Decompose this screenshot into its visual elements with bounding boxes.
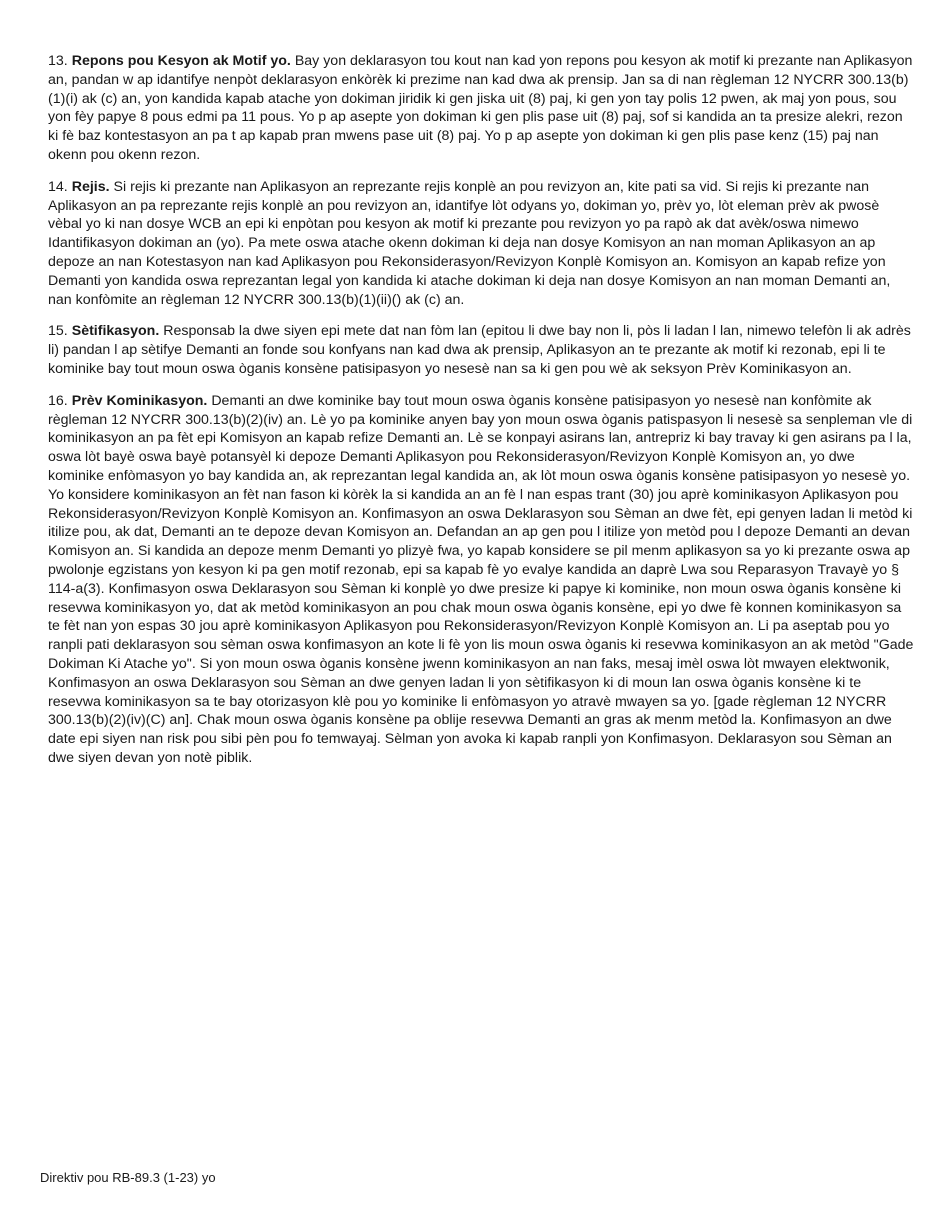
section-16-proof-of-service bbox=[48, 392, 914, 768]
section-14-record bbox=[48, 178, 914, 310]
section-number: 15. bbox=[48, 323, 68, 340]
section-body: Responsab la dwe siyen epi mete dat nan fòm lan (epitou li dwe bay non li, pòs li ladan l lan, nimewo telefòn li ak adrès li) pandan l ap sètifye Demanti an fonde sou konfyans nan kad dwa ak prensip, Aplikasyon an te prezante ak motif ki rezonab, epi li te kominike bay tout moun oswa òganis konsène patisipasyon yo nesesè nan sa ki gen pou wè ak seksyon Prèv Kominikasyon an. bbox=[48, 323, 911, 377]
section-15-certification bbox=[48, 322, 914, 378]
section-title: Repons pou Kesyon ak Motif yo. bbox=[71, 53, 291, 69]
document-body bbox=[48, 52, 914, 781]
section-body: Bay yon deklarasyon tou kout nan kad yon repons pou kesyon ak motif ki prezante nan Aplikasyon an, pandan w ap idantifye nenpòt deklarasyon enkòrèk ki prezime nan kad dwa ak prensip. Jan sa di nan règleman 12 NYCRR 300.13(b)(1)(i) ak (c) an, yon kandida kapab atache yon dokiman jiridik ki gen jiska uit (8) paj, ki gen yon tay polis 12 pwen, ak maj yon pous, sou yon fèy papye 8 pous edmi pa 11 pous. Yo p ap asepte yon dokiman ki gen plis pase uit (8) paj, sof si kandida an ta presize alekri, rezon ki fè baz kontestasyon an pa t ap kapab pran mwens pase uit (8) paj. Yo p ap asepte yon dokiman ki gen plis pase kenz (15) paj nan okenn pou okenn rezon. bbox=[48, 53, 913, 163]
section-number: 16. bbox=[48, 392, 68, 409]
form-footer-id: Direktiv pou RB-89.3 (1-23) yo bbox=[40, 1170, 216, 1185]
section-number: 13. bbox=[48, 53, 68, 69]
section-title: Sètifikasyon. bbox=[71, 323, 160, 340]
section-body: Si rejis ki prezante nan Aplikasyon an reprezante rejis konplè an pou revizyon an, kite pati sa vid. Si rejis ki prezante nan Aplikasyon an pa reprezante rejis konplè an pou revizyon an, idantifye lòt odyans yo, dokiman yo, prèv yo, lòt eleman prèv ak pwosè vèbal yo ki nan dosye WCB an epi ki enpòtan pou kesyon ak motif ki prezante pou revizyon yo pa rapò ak dat avèk/oswa nimewo Idantifikasyon dokiman an (yo). Pa mete oswa atache okenn dokiman ki deja nan dosye Komisyon an nan moman Aplikasyon an ap depoze an nan Kotestasyon nan kad Aplikasyon pou Rekonsiderasyon/Revizyon Konplè Komisyon an. Komisyon an kapab refize yon Demanti yon kandida oswa reprezantan legal yon kandida ki atache dokiman ki deja nan dosye Komisyon an nan moman Demanti an, nan konfòmite an règleman 12 NYCRR 300.13(b)(1)(ii)() ak (c) an. bbox=[48, 178, 891, 308]
section-title: Prèv Kominikasyon. bbox=[71, 392, 208, 409]
section-number: 14. bbox=[48, 178, 68, 195]
section-13-response-to-questions bbox=[48, 52, 914, 165]
section-body: Demanti an dwe kominike bay tout moun oswa òganis konsène patisipasyon yo nesesè nan konfòmite ak règleman 12 NYCRR 300.13(b)(2)(iv) an. Lè yo pa kominike anyen bay yon moun oswa òganis patispasyon li nesesè sa senpleman vle di kominikasyon an pa fèt epi Komisyon an kapab refize Demanti an. Lè se konpayi asirans lan, antrepriz ki bay travay ki gen asirans pa l la, oswa lòt bayè oswa bayè potansyèl ki depoze Demanti Aplikasyon pou Rekonsiderasyon/Revizyon Konplè Komisyon an, yo dwe kominike enfòmasyon yo bay kandida an, ak reprezantan legal kandida an, ak lòt moun oswa òganis konsène patisipasyon yo nesesè yo. Yo konsidere kominikasyon an fèt nan fason ki kòrèk la si kandida an an fè l nan espas trant (30) jou aprè kominikasyon Aplikasyon pou Rekonsiderasyon/Revizyon Konplè Komisyon an. Konfimasyon an oswa Deklarasyon sou Sèman an dwe fèt, epi genyen ladan li metòd ki itilize pou, ak dat, Demanti an te depoze devan Komisyon an. Defandan an ap gen pou l itilize yon metòd pou l depoze Demanti an devan Komisyon an. Si kandida an depoze menm Demanti yo plizyè fwa, yo kapab konsidere se pil menm aplikasyon sa yo ki prezante oswa ap pwolonje egzistans yon kesyon ki pa gen motif rezonab, epi sa kapab fè yo evalye kandida an daprè Lwa sou Reparasyon Travayè yo § 114-a(3). Konfimasyon oswa Deklarasyon sou Sèman ki konplè yo dwe presize ki papye ki kominike, non moun oswa òganis konsène ki resevwa kominikasyon yo, dat ak metòd kominikasyon an pou chak moun oswa òganis konsène, epi yo dwe fè konnen kominikasyon sa te fèt nan yon espas 30 jou aprè kominikasyon Aplikasyon pou Rekonsiderasyon/Revizyon Konplè Komisyon an. Li pa aseptab pou yo ranpli pati deklarasyon sou sèman oswa konfimasyon an kote li fè yon lis moun oswa òganis ki resevwa kominikasyon an ak metòd "Gade Dokiman Ki Atache yo". Si yon moun oswa òganis konsène jwenn kominikasyon an nan faks, mesaj imèl oswa lòt mwayen elektwonik, Konfimasyon an oswa Deklarasyon sou Sèman an dwe genyen ladan li yon sètifikasyon ki di moun lan oswa òganis konsène ki te resevwa kominikasyon sa te bay otorizasyon klè pou yo kominike li enfòmasyon yo atravè mwayen sa yo. [gade règleman 12 NYCRR 300.13(b)(2)(iv)(C) an]. Chak moun oswa òganis konsène pa oblije resevwa Demanti an gras ak menm metòd la. Konfimasyon an dwe date epi siyen nan risk pou sibi pèn pou fo temwayaj. Sèlman yon avoka ki kapab ranpli yon Konfimasyon. Deklarasyon sou Sèman an dwe siyen devan yon notè piblik. bbox=[48, 392, 914, 766]
section-title: Rejis. bbox=[71, 178, 110, 195]
